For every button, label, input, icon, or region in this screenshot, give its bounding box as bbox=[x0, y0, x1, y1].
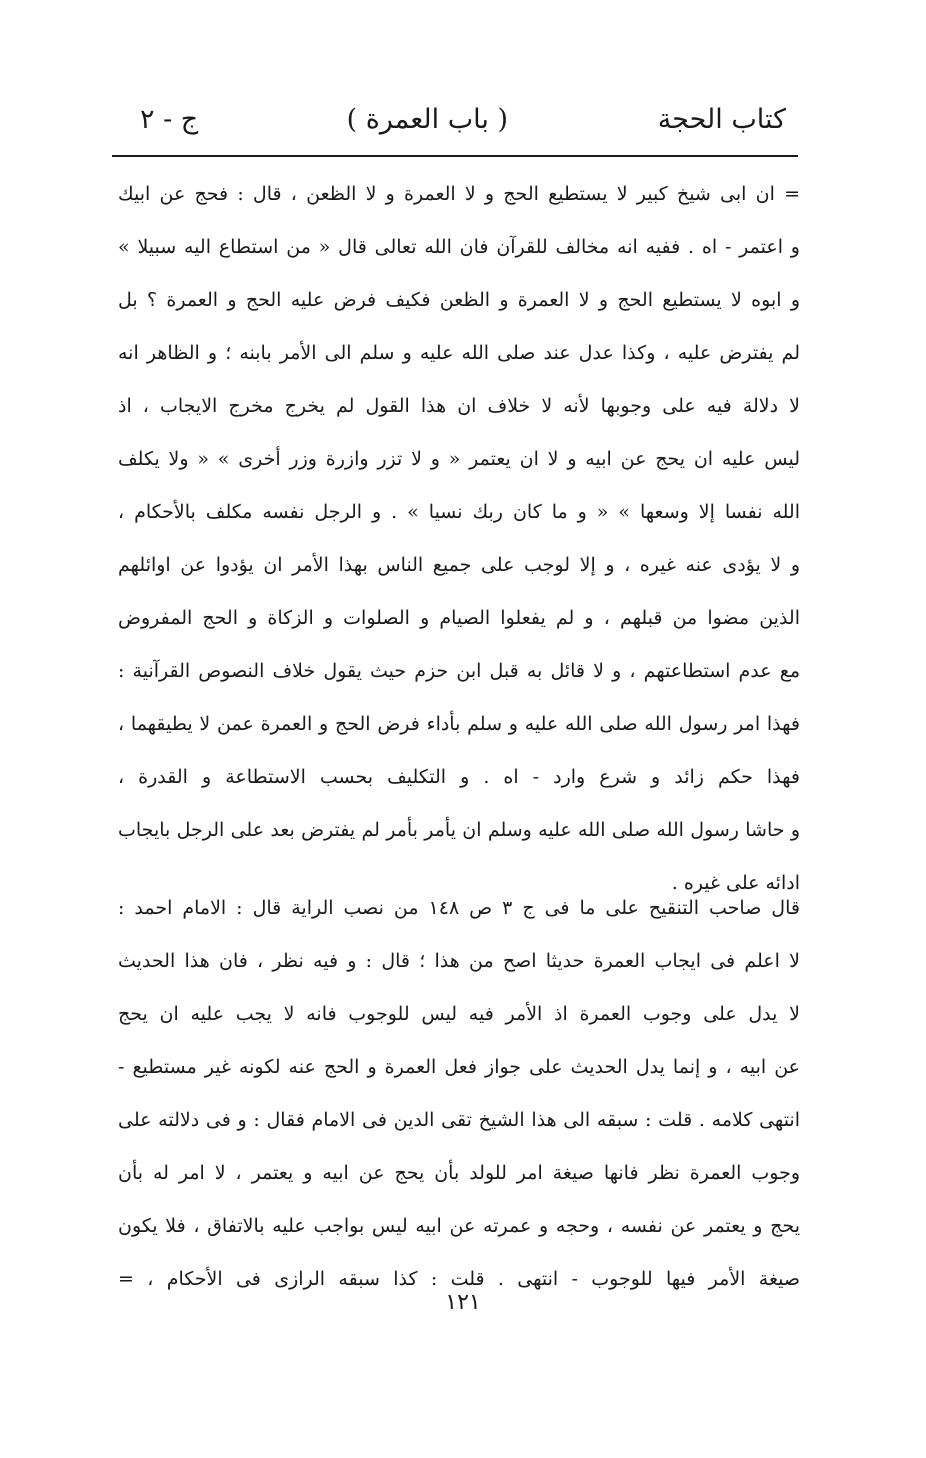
text-line: الذین مضوا من قبلهم ، و لم یفعلوا الصیام و الصلوات و الزکاة و الحج المفروض bbox=[118, 607, 800, 629]
volume-number: ج - ٢ bbox=[140, 104, 199, 135]
text-line: و اعتمر - اه . ففیه انه مخالف للقرآن فان الله تعالی قال « من استطاع الیه سبیلا » bbox=[118, 236, 800, 258]
text-line: یحج و یعتمر عن نفسه ، وحجه و عمرته عن ابیه لیس بواجب علیه بالاتفاق ، فلا یکون bbox=[118, 1215, 800, 1237]
page-number: ١٢١ bbox=[445, 1290, 481, 1315]
text-line: وجوب العمرة نظر فانها صیغة امر للولد بأن یحج عن ابیه و یعتمر ، لا امر له بأن bbox=[118, 1162, 800, 1184]
text-line: ادائه علی غیره . bbox=[671, 872, 800, 894]
text-line: لیس علیه ان یحج عن ابیه و لا ان یعتمر « و لا تزر وازرة وزر أخری » « ولا یکلف bbox=[118, 448, 800, 470]
text-line: لا اعلم فی ایجاب العمرة حدیثا اصح من هذا ؛ قال : و فیه نظر ، فان هذا الحدیث bbox=[118, 950, 800, 972]
text-line: انتهی کلامه . قلت : سبقه الی هذا الشیخ تقی الدین فی الامام فقال : و فی دلالته علی bbox=[118, 1109, 800, 1131]
text-line: فهذا حکم زائد و شرع وارد - اه . و التکلیف بحسب الاستطاعة و القدرة ، bbox=[118, 766, 800, 788]
text-line: فهذا امر رسول الله صلی الله علیه و سلم بأداء فرض الحج و العمرة عمن لا یطیقهما ، bbox=[118, 713, 800, 735]
text-line: قال صاحب التنقیح علی ما فی ج ٣ ص ١٤٨ من نصب الرایة قال : الامام احمد : bbox=[118, 897, 800, 919]
chapter-title: ( باب العمرة ) bbox=[346, 104, 508, 135]
text-line: و حاشا رسول الله صلی الله علیه وسلم ان یأمر بأمر لم یفترض بعد علی الرجل بایجاب bbox=[118, 819, 800, 841]
text-line: لم یفترض علیه ، وکذا عدل عند صلی الله علیه و سلم الی الأمر بابنه ؛ و الظاهر انه bbox=[118, 342, 800, 364]
running-header bbox=[118, 98, 798, 150]
book-title: كتاب الحجة bbox=[657, 104, 786, 135]
text-line: و لا یؤدی عنه غیره ، و إلا لوجب علی جمیع الناس بهذا الأمر ان یؤدوا عن اوائلهم bbox=[118, 554, 800, 576]
text-line: و ابوه لا یستطیع الحج و لا العمرة و الظعن فکیف فرض علیه الحج و العمرة ؟ بل bbox=[118, 289, 800, 311]
text-line: مع عدم استطاعتهم ، و لا قائل به قبل ابن حزم حیث یقول خلاف النصوص القرآنیة : bbox=[118, 660, 800, 682]
text-line: لا یدل علی وجوب العمرة اذ الأمر فیه لیس للوجوب فانه لا یجب علیه ان یحج bbox=[118, 1003, 800, 1025]
paragraph-2 bbox=[118, 882, 800, 1306]
paragraph-1 bbox=[118, 168, 800, 910]
text-line: صیغة الأمر فیها للوجوب - انتهی . قلت : کذا سبقه الرازی فی الأحکام ، = bbox=[118, 1268, 800, 1290]
text-line: عن ابیه ، و إنما یدل الحدیث علی جواز فعل العمرة و الحج عنه لکونه غیر مستطیع - bbox=[118, 1056, 800, 1078]
text-line: = ان ابی شیخ کبیر لا یستطیع الحج و لا العمرة و لا الظعن ، قال : فحج عن ابیك bbox=[118, 183, 800, 205]
text-line: الله نفسا إلا وسعها » « و ما کان ربك نسیا » . و الرجل نفسه مکلف بالأحکام ، bbox=[118, 501, 800, 523]
text-line: لا دلالة فیه علی وجوبها لأنه لا خلاف ان هذا القول لم یخرج مخرج الایجاب ، اذ bbox=[118, 395, 800, 417]
header-rule bbox=[112, 155, 798, 157]
